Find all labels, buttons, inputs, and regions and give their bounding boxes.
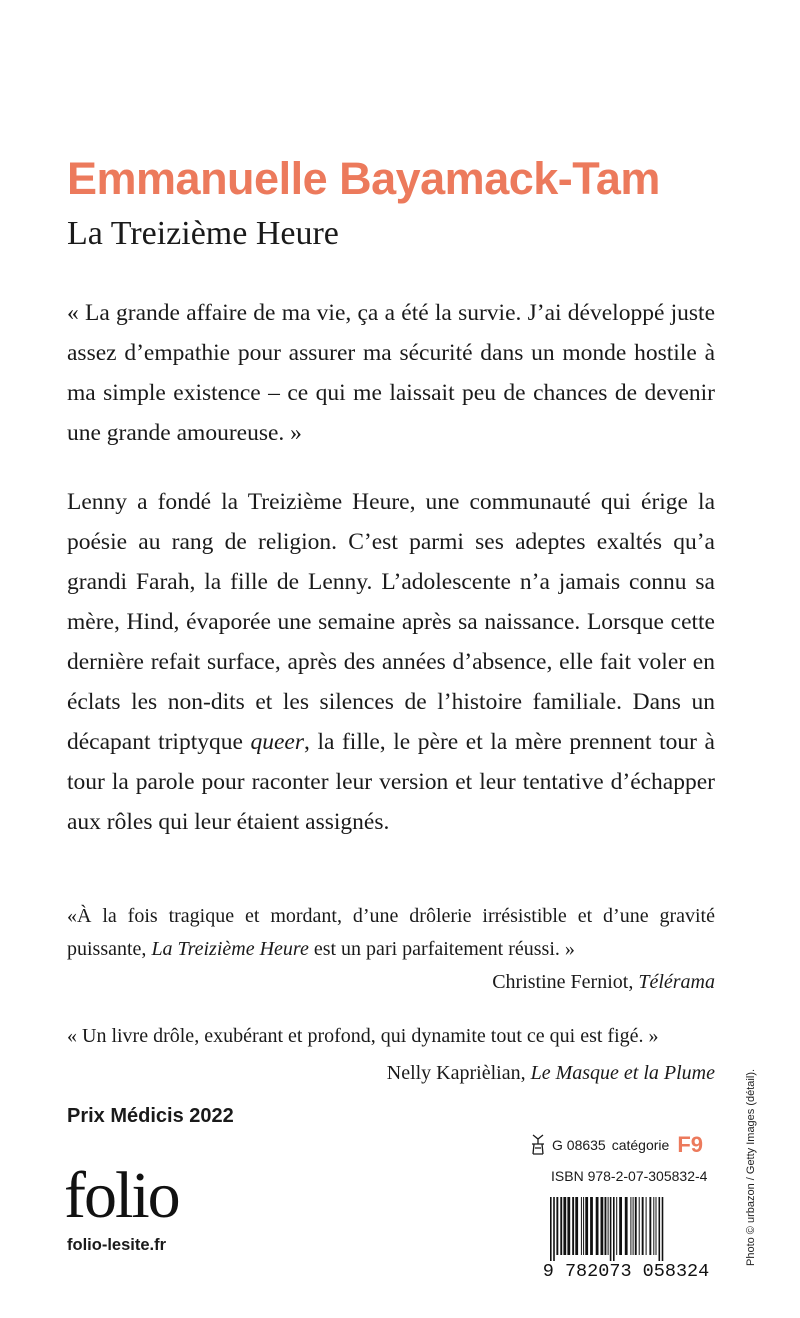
barcode (536, 1195, 716, 1280)
book-summary (67, 482, 715, 842)
barcode-bar (642, 1197, 644, 1255)
barcode-bar (605, 1197, 607, 1255)
barcode-bar (610, 1197, 612, 1261)
barcode-bar (662, 1197, 664, 1261)
barcode-bar (613, 1197, 615, 1261)
isbn-number: ISBN 978-2-07-305832-4 (551, 1168, 708, 1184)
barcode-bar (646, 1197, 647, 1255)
barcode-bar (553, 1197, 555, 1261)
barcode-bar (630, 1197, 631, 1255)
barcode-bar (550, 1197, 552, 1261)
category-code: F9 (677, 1132, 703, 1157)
barcode-bar (649, 1197, 651, 1255)
book-title: La Treizième Heure (67, 215, 339, 252)
review-2-source: Le Masque et la Plume (530, 1062, 715, 1084)
barcode-bar (572, 1197, 574, 1255)
barcode-bar (583, 1197, 584, 1255)
photo-credit: Photo © urbazon / Getty Images (détail). (745, 1068, 757, 1266)
barcode-bar (619, 1197, 622, 1255)
barcode-bar (659, 1197, 661, 1261)
barcode-bar (585, 1197, 588, 1255)
folio-logo: folio (64, 1159, 179, 1232)
gallimard-mark-icon (530, 1134, 546, 1156)
barcode-bar (563, 1197, 566, 1255)
review-quote-1 (67, 900, 715, 966)
reference-code: G 08635 (552, 1137, 606, 1153)
barcode-bar (625, 1197, 628, 1255)
barcode-bar (556, 1197, 558, 1255)
barcode-bar (633, 1197, 634, 1255)
review-1-italic-title: La Treizième Heure (151, 938, 309, 960)
barcode-bar (635, 1197, 637, 1255)
review-1-text-2: est un pari parfaitement réussi. » (308, 938, 575, 960)
prize-label: Prix Médicis 2022 (67, 1105, 234, 1127)
barcode-bar (560, 1197, 562, 1255)
catalog-code-line (530, 1130, 703, 1160)
review-1-attribution (492, 966, 715, 999)
publisher-website: folio-lesite.fr (67, 1236, 167, 1254)
summary-text-2: , la fille, le père et la mère prennent tour à tour la parole pour raconter leur version et leur tentative d’échapper aux rôles qui leur étaient assignés. (67, 729, 715, 835)
barcode-bar (653, 1197, 654, 1255)
barcode-bar (567, 1197, 570, 1255)
barcode-bar (575, 1197, 578, 1255)
author-name: Emmanuelle Bayamack-Tam (67, 153, 660, 204)
review-2-author: Nelly Kaprièlian, (386, 1062, 531, 1084)
barcode-bar (590, 1197, 593, 1255)
barcode-bar (656, 1197, 657, 1255)
opening-quote: « La grande affaire de ma vie, ça a été la survie. J’ai développé juste assez d’empathie pour assurer ma sécurité dans un monde hostile à ma simple existence – ce qui me laissait peu de chances de devenir une grande amoureuse. » (67, 300, 715, 446)
barcode-bar (581, 1197, 582, 1255)
barcode-bar (639, 1197, 640, 1255)
review-2-text: « Un livre drôle, exubérant et profond, qui dynamite tout ce qui est figé. » (67, 1025, 659, 1047)
review-2-attribution (387, 1057, 715, 1090)
review-1-text-1: «À la fois tragique et mordant, d’une drôlerie irrésistible et d’une gravité puissante, (67, 905, 715, 960)
summary-text-1: Lenny a fondé la Treizième Heure, une communauté qui érige la poésie au rang de religion. C’est parmi ses adeptes exaltés qu’a grandi Farah, la fille de Lenny. L’adolescente n’a jamais connu sa mère, Hind, évaporée une semaine après sa naissance. Lorsque cette dernière refait surface, après des années d’absence, elle fait voler en éclats les non-dits et les silences de l’histoire familiale. Dans un décapant triptyque (67, 489, 715, 755)
barcode-digits: 9 782073 058324 (542, 1261, 710, 1280)
barcode-bar (616, 1197, 617, 1255)
review-quote-2 (67, 1020, 715, 1053)
review-1-source: Télérama (638, 971, 715, 993)
category-label: catégorie (611, 1137, 670, 1153)
barcode-bars (550, 1197, 663, 1261)
barcode-bar (608, 1197, 609, 1255)
barcode-bar (601, 1197, 604, 1255)
summary-italic-word: queer (250, 729, 304, 755)
barcode-bar (596, 1197, 599, 1255)
review-1-author: Christine Ferniot, (492, 971, 639, 993)
